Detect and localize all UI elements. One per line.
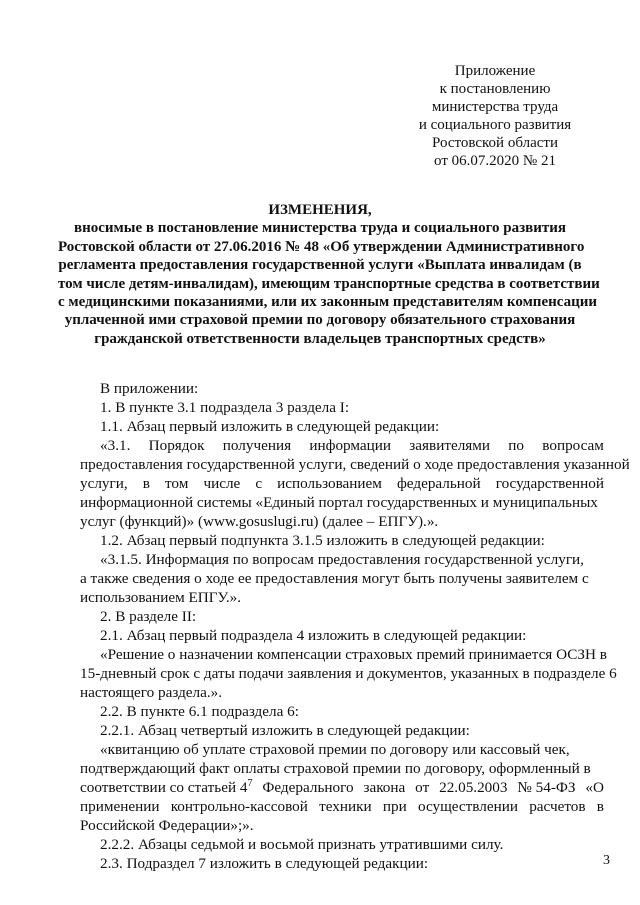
- word: «3.1.: [100, 437, 131, 454]
- word: информации: [309, 437, 392, 454]
- word: числе: [203, 475, 241, 492]
- word: расчетов: [529, 798, 586, 815]
- word: закона: [363, 779, 406, 796]
- text-run-main: соответствии со статьей 4: [80, 779, 248, 796]
- paragraph-line: предоставления государственной услуги, сведений о ходе предоставления указанной: [80, 456, 630, 473]
- word: использованием: [277, 475, 382, 492]
- word: государственной: [495, 475, 604, 492]
- word: с: [255, 475, 263, 492]
- title-subtitle-line: вносимые в постановление министерства труда и социального развития: [73, 220, 567, 237]
- word: «О: [585, 779, 604, 796]
- document-title: [58, 201, 600, 348]
- appendix-line: к постановлению: [439, 81, 551, 97]
- paragraph-line: подтверждающий факт оплаты страховой премии по договору, оформленный в: [80, 760, 591, 777]
- paragraph-line: «Решение о назначении компенсации страховых премий принимается ОСЗН в: [100, 646, 607, 663]
- paragraph: 2. В разделе II:: [100, 608, 197, 625]
- word: заявителями: [409, 437, 491, 454]
- paragraph-line: [80, 779, 604, 797]
- paragraph: 1. В пункте 3.1 подраздела 3 раздела I:: [100, 399, 350, 416]
- title-subtitle-line: регламента предоставления государственной услуги «Выплата инвалидам (в: [58, 257, 582, 274]
- word: по: [508, 437, 525, 454]
- paragraph-line: «квитанцию об уплате страховой премии по договору или кассовый чек,: [100, 741, 570, 758]
- appendix-line: от 06.07.2020 № 21: [434, 153, 556, 169]
- title-subtitle-line: с медицинскими показаниями, или их законным представителям компенсации: [58, 294, 598, 311]
- word: от: [415, 779, 430, 796]
- word: контрольно-кассовой: [170, 798, 308, 815]
- word: в: [596, 798, 604, 815]
- word: 22.05.2003: [439, 779, 508, 796]
- appendix-line: Ростовской области: [432, 135, 558, 151]
- title-subtitle-line: уплаченной ими страховой премии по договору обязательного страхования: [64, 312, 576, 329]
- appendix-line: и социального развития: [418, 117, 572, 133]
- paragraph-line: 15-дневный срок с даты подачи заявления и документов, указанных в подразделе 6: [80, 665, 617, 682]
- paragraph: 2.1. Абзац первый подраздела 4 изложить в следующей редакции:: [100, 627, 527, 644]
- title-subtitle-line: том числе детям-инвалидам), имеющим транспортные средства в соответствии: [58, 275, 600, 292]
- word: получения: [222, 437, 292, 454]
- appendix-line: министерства труда: [431, 99, 559, 115]
- paragraph: 1.1. Абзац первый изложить в следующей редакции:: [100, 418, 440, 435]
- title-subtitle-line: гражданской ответственности владельцев транспортных средств»: [94, 330, 546, 347]
- paragraph: 2.2.2. Абзацы седьмой и восьмой признать утратившими силу.: [100, 836, 504, 853]
- word: услуги,: [80, 475, 128, 492]
- superscript: 7: [247, 778, 253, 789]
- word: в: [142, 475, 150, 492]
- word: том: [165, 475, 189, 492]
- paragraph-line: информационной системы «Единый портал государственных и муниципальных: [80, 494, 598, 511]
- title-subtitle-line: Ростовской области от 27.06.2016 № 48 «Об утверждении Административного: [58, 238, 585, 255]
- paragraph-line: использованием ЕПГУ.».: [80, 589, 242, 606]
- paragraph-line: [80, 798, 604, 816]
- paragraph: 2.2. В пункте 6.1 подраздела 6:: [100, 703, 299, 720]
- paragraph: 2.3. Подраздел 7 изложить в следующей редакции:: [100, 855, 429, 872]
- word: Федерального: [262, 779, 354, 796]
- word: вопросам: [542, 437, 604, 454]
- paragraph-line: настоящего раздела.».: [80, 684, 223, 701]
- paragraph-line: услуг (функций)» (www.gosuslugi.ru) (далее – ЕПГУ).».: [80, 513, 439, 530]
- paragraph-line: [80, 475, 604, 493]
- word: федеральной: [396, 475, 481, 492]
- word: применении: [80, 798, 160, 815]
- word: Порядок: [148, 437, 205, 454]
- word: № 54-ФЗ: [517, 779, 576, 796]
- page-number: 3: [603, 853, 610, 868]
- paragraph: 2.2.1. Абзац четвертый изложить в следующей редакции:: [100, 722, 470, 739]
- text-run: [80, 779, 252, 797]
- appendix-line: Приложение: [454, 63, 536, 79]
- paragraph: В приложении:: [100, 380, 199, 397]
- paragraph-line: [100, 437, 604, 455]
- paragraph-line: Российской Федерации»;».: [80, 817, 254, 834]
- title-heading: ИЗМЕНЕНИЯ,: [268, 202, 372, 218]
- paragraph-line: а также сведения о ходе ее предоставления могут быть получены заявителем с: [80, 570, 589, 587]
- word: при: [382, 798, 407, 815]
- word: техники: [319, 798, 372, 815]
- paragraph: 1.2. Абзац первый подпункта 3.1.5 изложить в следующей редакции:: [100, 532, 545, 549]
- paragraph-line: «3.1.5. Информация по вопросам предоставления государственной услуги,: [100, 551, 584, 568]
- word: осуществлении: [417, 798, 518, 815]
- appendix-header: [400, 62, 590, 170]
